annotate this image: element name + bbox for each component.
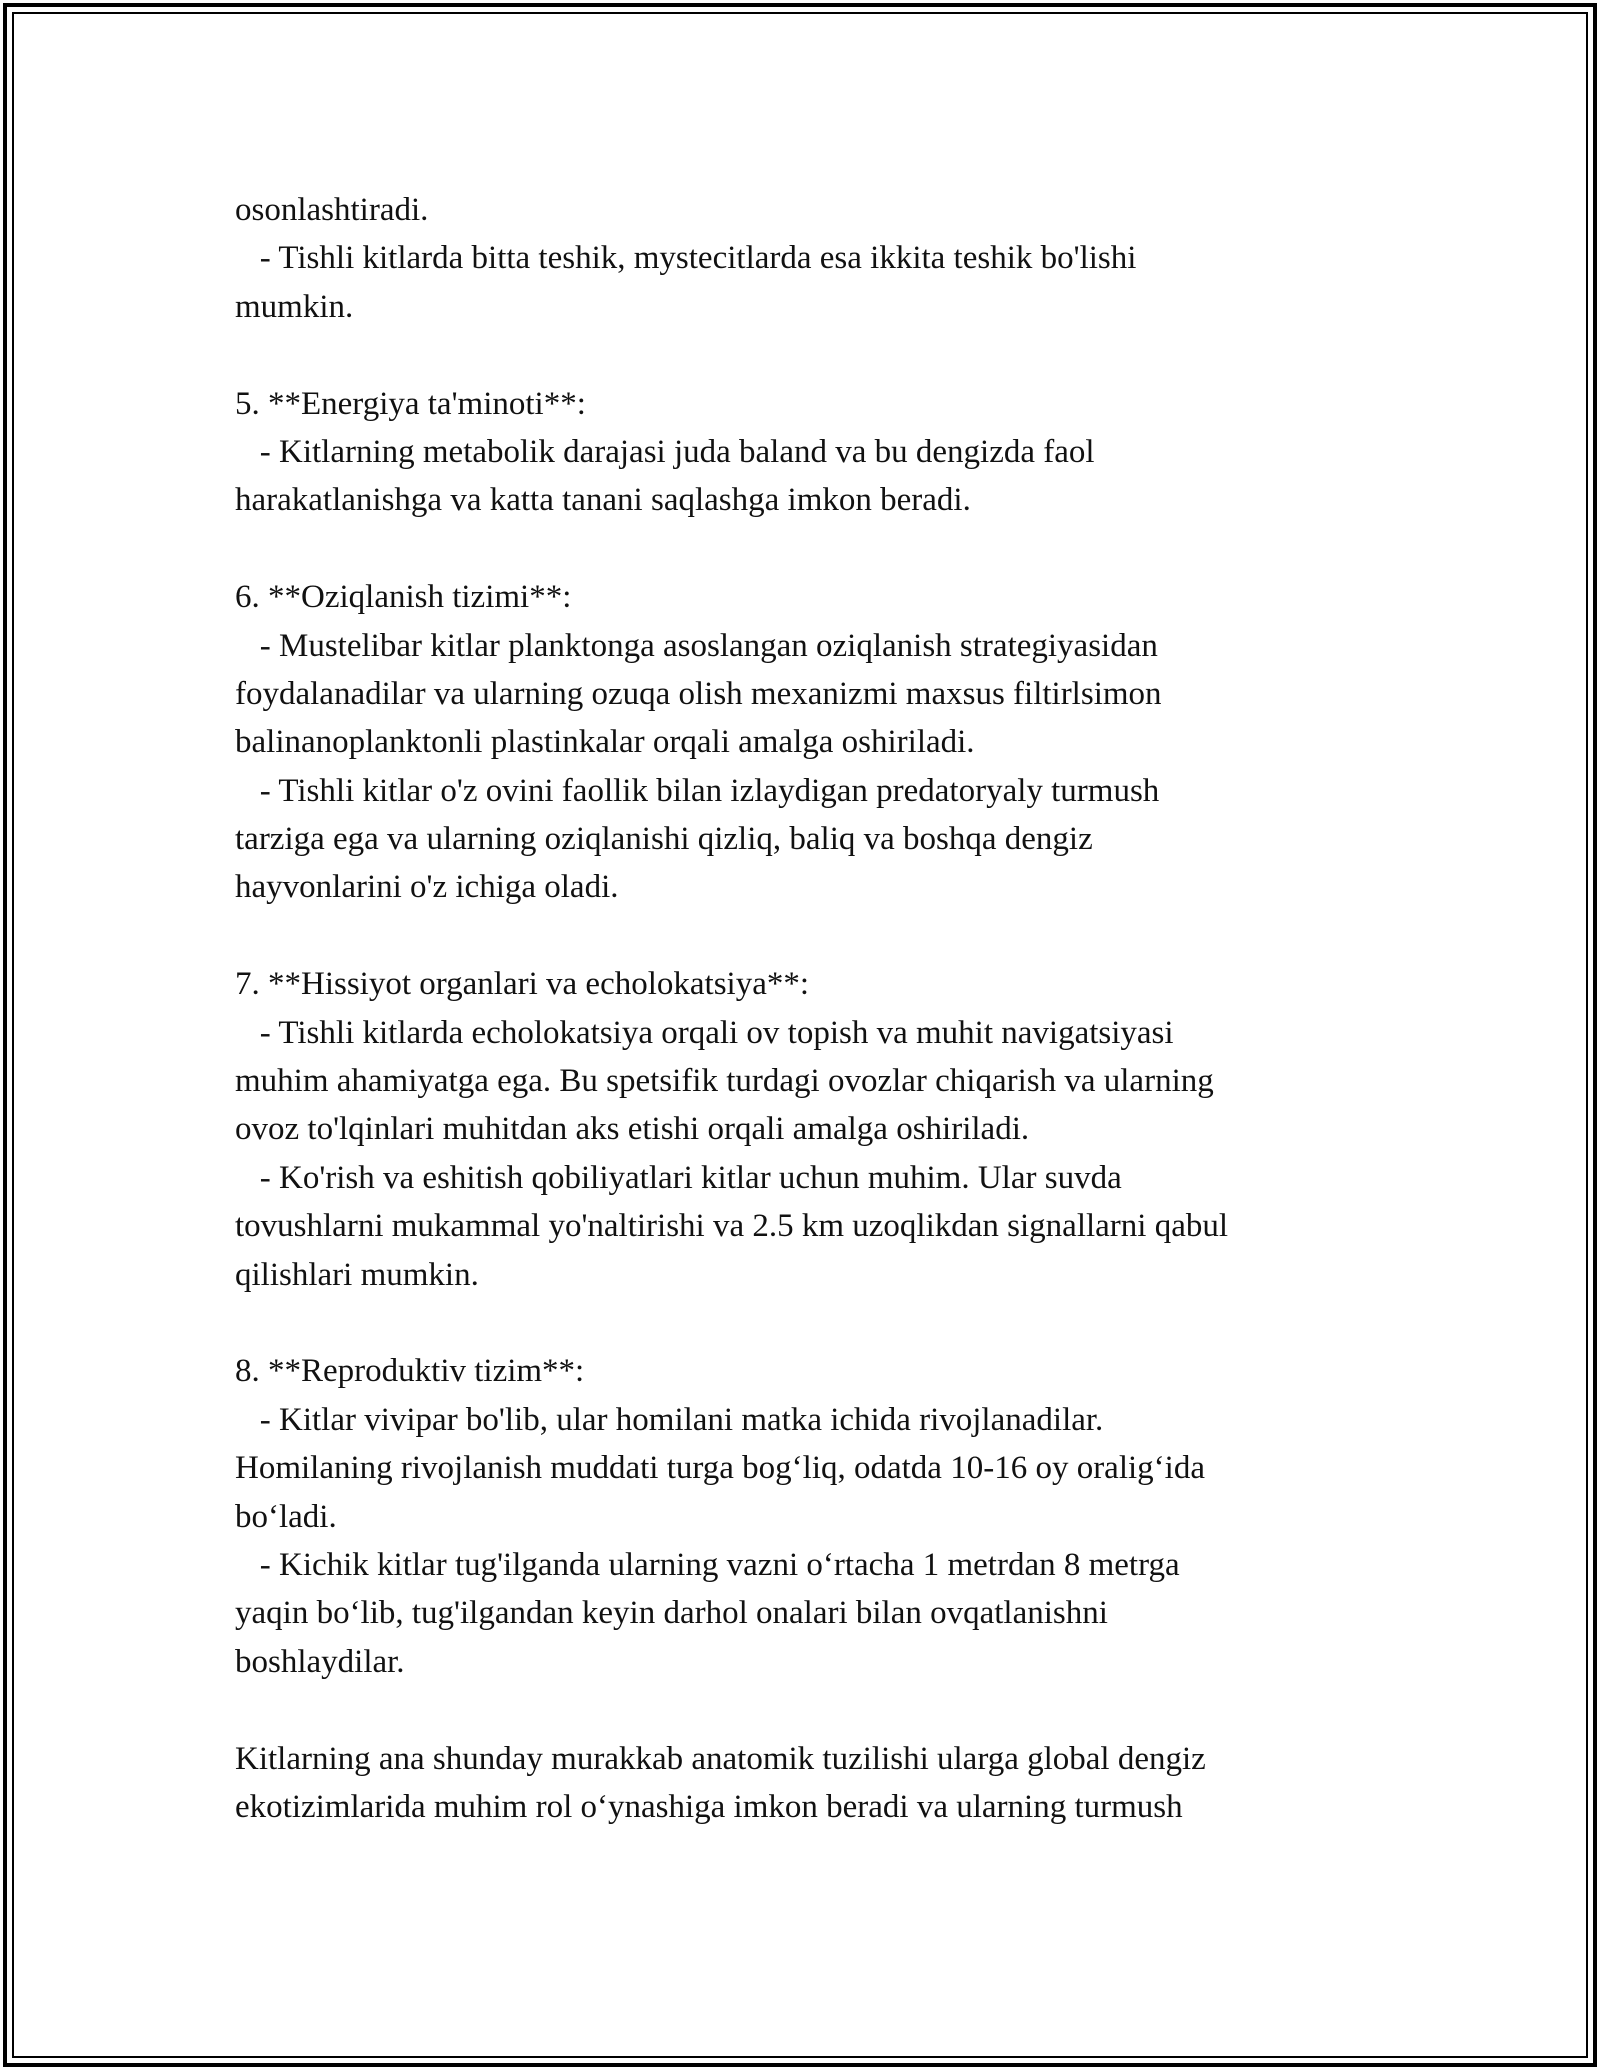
- section-heading-reproduktiv: 8. **Reproduktiv tizim**:: [235, 1353, 585, 1390]
- list-item-text: - Tishli kitlar o'z ovini faollik bilan izlaydigan predatoryaly turmush: [235, 772, 1160, 809]
- blank-line: [235, 912, 1365, 960]
- text-line: mumkin.: [235, 288, 354, 325]
- text-line: muhim ahamiyatga ega. Bu spetsifik turdagi ovozlar chiqarish va ularning: [235, 1063, 1214, 1100]
- list-item-text: - Mustelibar kitlar planktonga asoslangan oziqlanish strategiyasidan: [235, 627, 1158, 664]
- section-heading-oziqlanish: 6. **Oziqlanish tizimi**:: [235, 579, 572, 616]
- conclusion-text: ekotizimlarida muhim rol o‘ynashiga imkon beradi va ularning turmush: [235, 1788, 1183, 1825]
- list-item-text: - Kichik kitlar tug'ilganda ularning vazni o‘rtacha 1 metrdan 8 metrga: [235, 1546, 1180, 1583]
- text-line: ovoz to'lqinlari muhitdan aks etishi orqali amalga oshiriladi.: [235, 1111, 1030, 1148]
- section-heading-energiya: 5. **Energiya ta'minoti**:: [235, 385, 586, 422]
- list-item-text: - Kitlar vivipar bo'lib, ular homilani matka ichida rivojlanadilar.: [235, 1401, 1104, 1438]
- text-line: foydalanadilar va ularning ozuqa olish mexanizmi maxsus filtirlsimon: [235, 675, 1162, 712]
- list-item-text: - Tishli kitlarda echolokatsiya orqali ov topish va muhit navigatsiyasi: [235, 1014, 1174, 1051]
- text-line: Homilaning rivojlanish muddati turga bog‘liq, odatda 10-16 oy oralig‘ida: [235, 1450, 1205, 1487]
- text-line: tarziga ega va ularning oziqlanishi qizliq, baliq va boshqa dengiz: [235, 821, 1093, 858]
- blank-line: [235, 525, 1365, 573]
- text-line: harakatlanishga va katta tanani saqlashga imkon beradi.: [235, 482, 971, 519]
- text-line: balinanoplanktonli plastinkalar orqali amalga oshiriladi.: [235, 724, 975, 761]
- list-item-text: - Ko'rish va eshitish qobiliyatlari kitlar uchun muhim. Ular suvda: [235, 1159, 1122, 1196]
- text-line: yaqin bo‘lib, tug'ilgandan keyin darhol onalari bilan ovqatlanishni: [235, 1595, 1108, 1632]
- blank-line: [235, 1686, 1365, 1734]
- text-line: hayvonlarini o'z ichiga oladi.: [235, 869, 619, 906]
- text-line: tovushlarni mukammal yo'naltirishi va 2.5 km uzoqlikdan signallarni qabul: [235, 1208, 1229, 1245]
- blank-line: [235, 331, 1365, 379]
- document-body: [235, 186, 1365, 1831]
- blank-line: [235, 1299, 1365, 1347]
- text-line: qilishlari mumkin.: [235, 1256, 479, 1293]
- text-line: osonlashtiradi.: [235, 192, 429, 228]
- conclusion-text: Kitlarning ana shunday murakkab anatomik tuzilishi ularga global dengiz: [235, 1740, 1206, 1777]
- text-line: bo‘ladi.: [235, 1498, 337, 1535]
- text-line: boshlaydilar.: [235, 1643, 405, 1680]
- list-item-text: - Tishli kitlarda bitta teshik, mystecitlarda esa ikkita teshik bo'lishi: [235, 240, 1137, 277]
- list-item-text: - Kitlarning metabolik darajasi juda baland va bu dengizda faol: [235, 433, 1095, 470]
- section-heading-hissiyot: 7. **Hissiyot organlari va echolokatsiya**:: [235, 966, 810, 1003]
